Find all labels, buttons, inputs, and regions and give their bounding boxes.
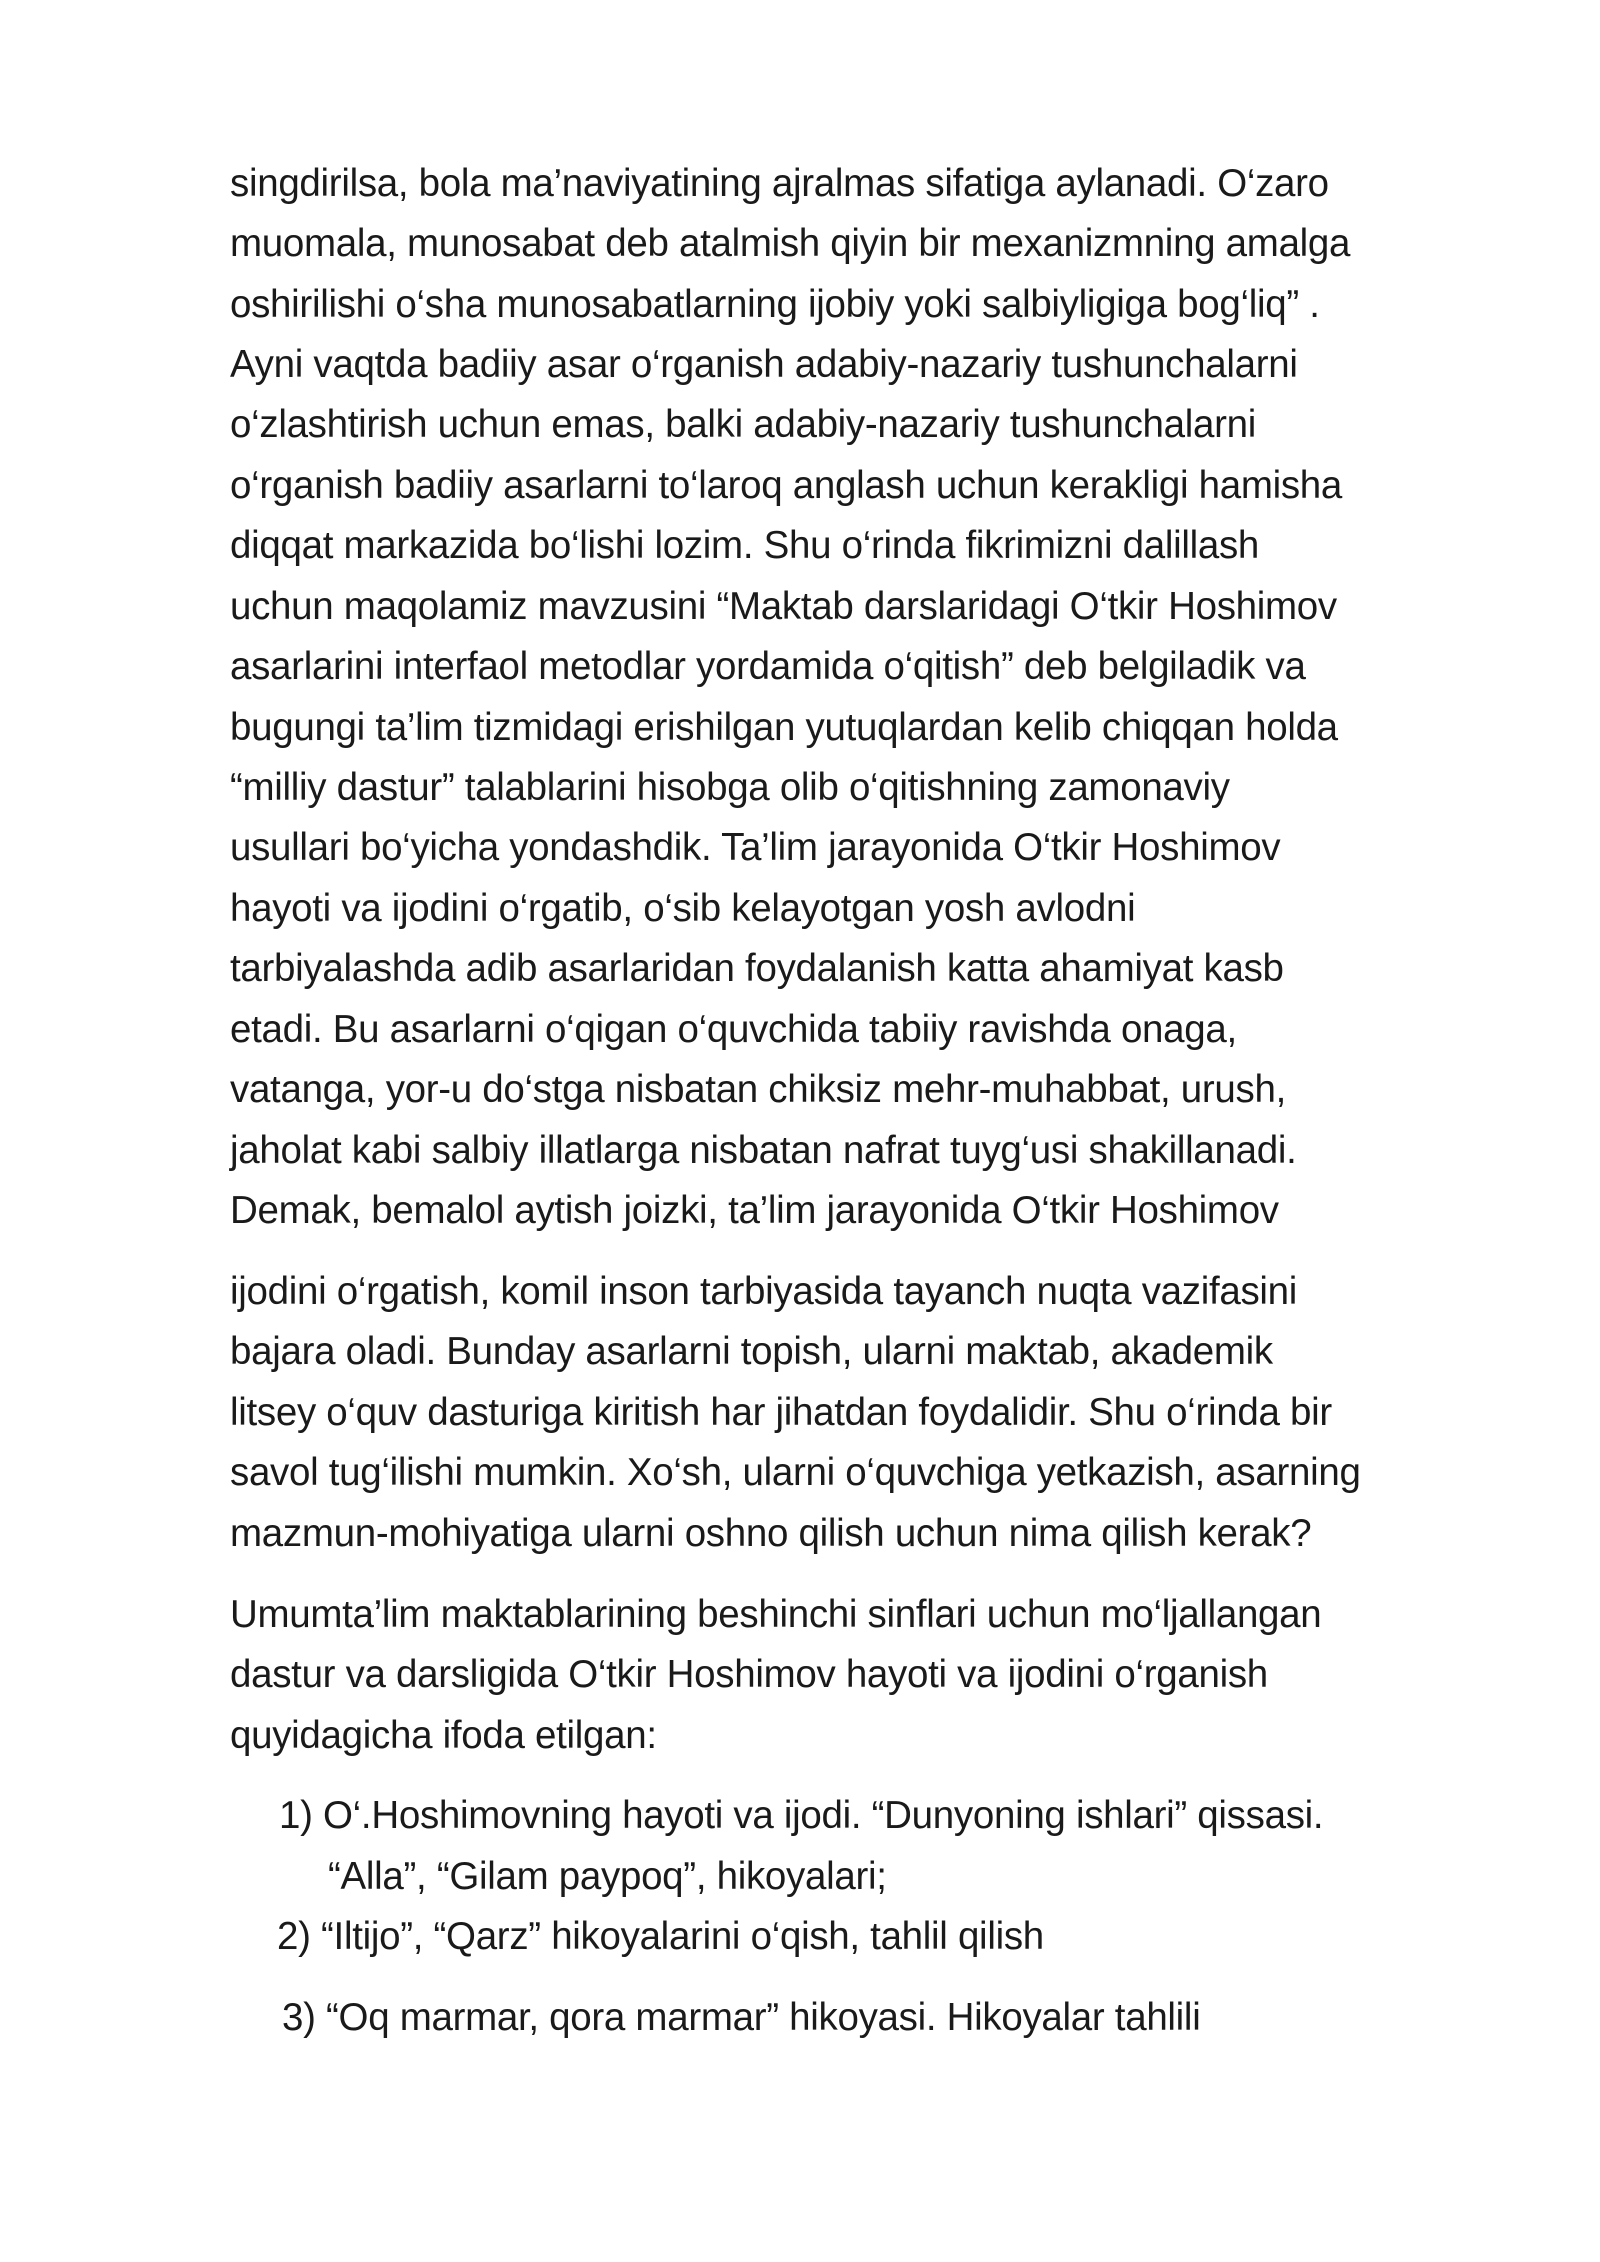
text-line: diqqat markazida bo‘lishi lozim. Shu o‘rinda fikrimizni dalillash (230, 524, 1260, 567)
text-line: jaholat kabi salbiy illatlarga nisbatan nafrat tuyg‘usi shakillanadi. (230, 1129, 1297, 1172)
text-line: bajara oladi. Bunday asarlarni topish, ularni maktab, akademik (230, 1330, 1273, 1373)
text-line: “milliy dastur” talablarini hisobga olib o‘qitishning zamonaviy (230, 766, 1230, 809)
text-line: vatanga, yor-u do‘stga nisbatan chiksiz mehr-muhabbat, urush, (230, 1068, 1286, 1111)
text-line: oshirilishi o‘sha munosabatlarning ijobiy yoki salbiyligiga bog‘liq” . (230, 283, 1320, 326)
text-line: o‘rganish badiiy asarlarni to‘laroq anglash uchun kerakligi hamisha (230, 464, 1343, 507)
text-line: bugungi ta’lim tizmidagi erishilgan yutuqlardan kelib chiqqan holda (230, 706, 1338, 749)
text-line: etadi. Bu asarlarni o‘qigan o‘quvchida tabiiy ravishda onaga, (230, 1008, 1237, 1051)
text-line: o‘zlashtirish uchun emas, balki adabiy-nazariy tushunchalarni (230, 403, 1257, 446)
text-line: singdirilsa, bola ma’naviyatining ajralmas sifatiga aylanadi. O‘zaro (230, 162, 1329, 205)
text-line: asarlarini interfaol metodlar yordamida o‘qitish” deb belgiladik va (230, 645, 1306, 688)
text-line: Ayni vaqtda badiiy asar o‘rganish adabiy-nazariy tushunchalarni (230, 343, 1298, 386)
text-line: hayoti va ijodini o‘rgatib, o‘sib kelayotgan yosh avlodni (230, 887, 1136, 930)
text-line: litsey o‘quv dasturiga kiritish har jihatdan foydalidir. Shu o‘rinda bir (230, 1391, 1332, 1434)
text-line: “Alla”, “Gilam paypoq”, hikoyalari; (328, 1855, 887, 1898)
text-line: Umumta’lim maktablarining beshinchi sinflari uchun mo‘ljallangan (230, 1593, 1322, 1636)
text-line: usullari bo‘yicha yondashdik. Ta’lim jarayonida O‘tkir Hoshimov (230, 826, 1281, 869)
text-line: mazmun-mohiyatiga ularni oshno qilish uchun nima qilish kerak? (230, 1512, 1312, 1555)
text-line: 2) “Iltijo”, “Qarz” hikoyalarini o‘qish, tahlil qilish (277, 1915, 1044, 1958)
text-line: quyidagicha ifoda etilgan: (230, 1714, 657, 1757)
text-line: uchun maqolamiz mavzusini “Maktab darslaridagi O‘tkir Hoshimov (230, 585, 1337, 628)
text-line: savol tug‘ilishi mumkin. Xo‘sh, ularni o‘quvchiga yetkazish, asarning (230, 1451, 1361, 1494)
text-line: 3) “Oq marmar, qora marmar” hikoyasi. Hikoyalar tahlili (282, 1996, 1201, 2039)
text-line: ijodini o‘rgatish, komil inson tarbiyasida tayanch nuqta vazifasini (230, 1270, 1298, 1313)
text-line: Demak, bemalol aytish joizki, ta’lim jarayonida O‘tkir Hoshimov (230, 1189, 1279, 1232)
text-line: muomala, munosabat deb atalmish qiyin bir mexanizmning amalga (230, 222, 1351, 265)
text-line: dastur va darsligida O‘tkir Hoshimov hayoti va ijodini o‘rganish (230, 1653, 1268, 1696)
text-line: tarbiyalashda adib asarlaridan foydalanish katta ahamiyat kasb (230, 947, 1284, 990)
text-line: 1) O‘.Hoshimovning hayoti va ijodi. “Dunyoning ishlari” qissasi. (279, 1794, 1324, 1837)
